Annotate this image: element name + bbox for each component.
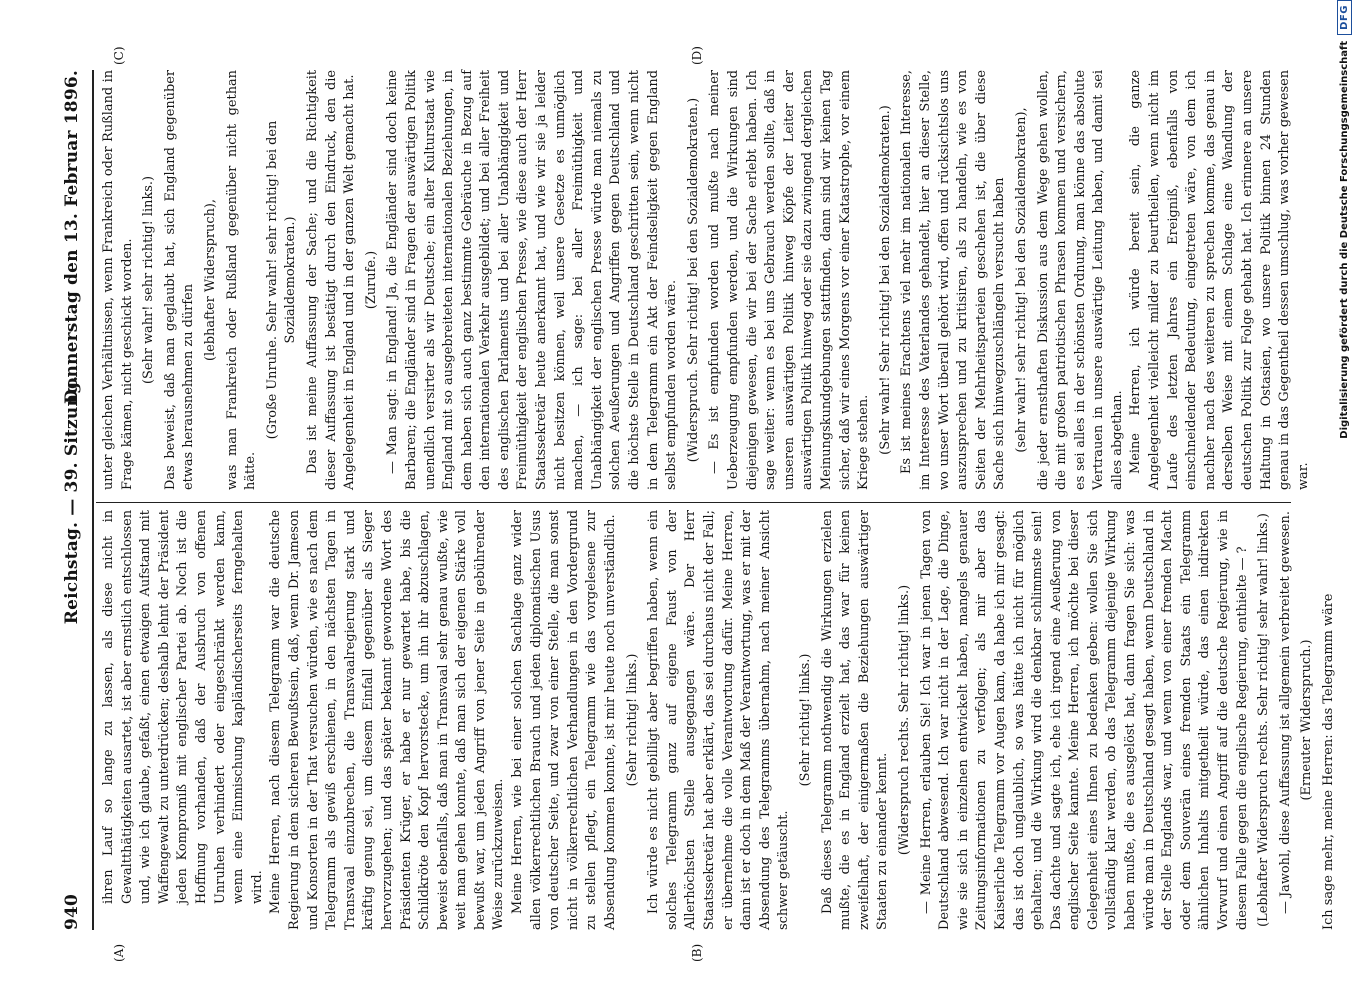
paragraph: Daß dieses Telegramm nothwendig die Wirkungen erzielen mußte, die es in England erzielt hat, das war für keinen zweifelhaft, der einigermaßen die Beziehungen auswärtiger Staaten zu einander kennt. xyxy=(819,510,891,930)
paragraph: ihren Lauf so lange zu lassen, als diese nicht in Gewaltthätigkeiten ausartet, ist aber ernstlich entschlossen und, wie ich glaube, gefaßt, einen etwaigen Aufstand mit Waffengewalt zu unterdrücken; deshalb lehnt der Präsident jeden Kompromiß mit englischer Partei ab. Noch ist die Hoffnung vorhanden, daß der Ausbruch von offenen Unruhen verhindert oder eingeschränkt werden kann, wenn eine Einmischung kapländischerseits ferngehalten wird. xyxy=(101,510,265,904)
paragraph: unter gleichen Verhältnissen, wenn Frankreich oder Rußland in Frage kämen, nicht geschickt worden. xyxy=(101,70,135,490)
paragraph: Meine Herren, ich würde bereit sein, die ganze Angelegenheit vielleicht milder zu beurtheilen, wenn nicht im Laufe des letzten Jahres ein Ereigniß, ebenfalls von einschneidender Bedeutung, eingetreten wäre, von dem ich nachher nach des weiteren zu sprechen komme, das genau in derselben Weise mit einem Schlage eine Wandlung der deutschen Politik zur Folge gehabt hat. Ich erinnere an unsere Haltung in Ostasien, wo unsere Politik binnen 24 Stunden genau in das Gegentheil dessen umschlug, was vorher gewesen war. xyxy=(1128,70,1311,490)
margin-mark-b: (B) xyxy=(690,943,704,962)
interjection: (Widerspruch. Sehr richtig! bei den Sozialdemokraten.) xyxy=(685,97,701,463)
digitization-footer xyxy=(1337,0,1351,990)
paragraph: was man Frankreich oder Rußland gegenüber nicht gethan hätte. xyxy=(224,70,259,490)
paragraph: Meine Herren, nach diesem Telegramm war die deutsche Regierung in dem sicheren Bewußtsein, daß, wenn Dr. Jameson und Konsorten in der That versuchen würden, wie es nach dem Telegramm als gewiß erschienen, in den nächsten Tagen in Transvaal einzubrechen, die Transvaalregierung stark und kräftig genug sei, um diesem Einfall gegenüber als Sieger hervorzugehen; und das später bekannt gewordene Wort des Präsidenten Krüger, er habe er nur gewartet habe, bis die Schildkröte den Kopf hervorstecke, um ihn ihr abzuschlagen, beweist ebenfalls, daß man in Transvaal sehr genau wußte, wie weit man gehen konnte, daß man sich der eigenen Stärke voll bewußt war, um jeden Angriff von jener Seite in gebührender Weise zurückzuweisen. xyxy=(268,510,507,930)
interjection: (sehr wahr! sehr richtig! bei den Sozialdemokraten), xyxy=(1013,107,1029,453)
interjection: (Erneuter Widerspruch.) xyxy=(1299,639,1315,801)
paragraph: Meine Herren, wie bei einer solchen Sachlage ganz wider allen völkerrechtlichen Brauch und jeden diplomatischen Usus von deutscher Seite, und zwar von einer Stelle, die man sonst nicht in völkerrechtlichen Verhandlungen in den Vordergrund zu stellen pflegt, ein Telegramm wie das vorgelesene zur Absendung kommen konnte, ist mir heute noch unverständlich. xyxy=(510,510,619,930)
paragraph: Ich sage mehr, meine Herren: das Telegramm wäre xyxy=(1321,593,1336,930)
right-column xyxy=(100,70,1311,490)
margin-mark-d: (D) xyxy=(690,46,704,65)
paragraph: Ich würde es nicht gebilligt aber begriffen haben, wenn ein solches Telegramm ganz auf eigene Faust von der Allerhöchsten Stelle ausgegangen wäre. Der Herr Staatssekretär hat aber erklärt, das sei durchaus nicht der Fall; er übernehme die volle Verantwortung dafür. Meine Herren, dann ist er doch in dem Maß der Verantwortung, was er mit der Absendung des Telegramms übernahm, nach meiner Ansicht schwer getäuscht. xyxy=(646,510,792,930)
digitization-text: Digitalisierung gefördert durch die Deutsche Forschungsgemeinschaft xyxy=(1339,40,1350,439)
interjection: (lebhafter Widerspruch), xyxy=(202,198,218,362)
interjection: (Widerspruch rechts. Sehr richtig! links.) xyxy=(896,584,912,856)
interjection: (Sehr richtig! links.) xyxy=(624,653,640,787)
paragraph: — Meine Herren, erlauben Sie! Ich war in jenen Tagen von Deutschland abwesend. Ich war nicht in der Lage, die Dinge, wie sie sich in einzelnen entwickelt haben, mangels genauer Zeitungsinformationen zu verfolgen; als mir aber das Kaiserliche Telegramm vor Augen kam, da habe ich mir gesagt: das ist doch unglaublich, so was hätte ich nicht für möglich gehalten; und die Wirkung wird die denkbar schlimmste sein! Das dachte und sagte ich, ehe ich irgend eine Aeußerung von englischer Seite kannte. Meine Herren, ich möchte bei dieser Gelegenheit eines Ihnen zu bedenken geben: wollen Sie sich vollständig klar werden, ob das Telegramm diejenige Wirkung haben mußte, die es ausgelöst hat, dann fragen Sie sich: was würde man in Deutschland gesagt haben, wenn Deutschland in der Stelle Englands war, und wenn von einer fremden Macht oder dem Souverän eines fremden Staats ein Telegramm ähnlichen Inhalts mitgetheilt würde, das einen indirekten Vorwurf und einen Angriff auf die deutsche Regierung, wie in diesem Falle gegen die englische Regierung, enthielte — ? xyxy=(918,510,1250,930)
paragraph: die jeder ernsthaften Diskussion aus dem Wege gehen wollen, die mit großen patriotischen Phrasen kommen und versichern, es sei alles in der schönsten Ordnung, man könne das absolute Vertrauen in unsere auswärtige Leitung haben, und damit sei alles abgethan. xyxy=(1035,70,1125,490)
page-number: 940 xyxy=(62,893,82,930)
interjection: (Große Unruhe. Sehr wahr! sehr richtig! bei den Sozialdemokraten.) xyxy=(264,120,299,440)
paragraph: Das beweist, daß man geglaubt hat, sich England gegenüber etwas herausnehmen zu dürfen xyxy=(162,70,197,490)
page-header xyxy=(60,70,92,930)
interjection: (Lebhafter Widerspruch rechts. Sehr richtig! sehr wahr! links.) xyxy=(1256,513,1272,927)
header-rule xyxy=(92,70,94,930)
margin-mark-c: (C) xyxy=(112,46,126,65)
paragraph: — Jawohl, diese Auffassung ist allgemein verbreitet gewesen. xyxy=(1277,511,1293,914)
interjection: (Sehr wahr! sehr richtig! links.) xyxy=(141,175,157,385)
session-title: Reichstag. — 39. Sitzung. xyxy=(62,375,82,625)
margin-mark-a: (A) xyxy=(112,943,126,962)
session-date: Donnerstag den 13. Februar 1896. xyxy=(62,70,82,404)
left-column xyxy=(100,510,1336,930)
paragraph: — Man sagt: in England! Ja, die Engländer sind doch keine Barbaren; die Engländer sind in Fragen der auswärtigen Politik unendlich versirter als wir Deutsche; ein alter Kulturstaat wie England mit so ausgebreiteten internationalen Beziehungen, in dem haben sich auch ganz bestimmte Gebräuche in Bezug auf den internationalen Verkehr ausgebildet; und bei aller Freiheit des englischen Parlaments und bei aller Unabhängigkeit und Freimüthigkeit der englischen Presse, wie diese auch der Herr Staatssekretär heute anerkannt hat, und wie wir sie ja leider nicht besitzen können, weil unsere Gesetze es unmöglich machen, — ich sage: bei aller Freimüthigkeit und Unabhängigkeit der englischen Presse würde man niemals zu solchen Aeußerungen und Angriffen gegen Deutschland und die höchste Stelle in Deutschland geschritten sein, wenn nicht in dem Telegramm ein Akt der Feindseligkeit gegen England selbst empfunden worden wäre. xyxy=(385,70,680,490)
dfg-logo: DFG xyxy=(1337,0,1352,35)
column-divider xyxy=(96,502,1291,503)
interjection: (Sehr richtig! links.) xyxy=(797,653,813,787)
interjection: (Sehr wahr! Sehr richtig! bei den Sozialdemokraten.) xyxy=(877,105,893,455)
paragraph: — Es ist empfunden worden und mußte nach meiner Ueberzeugung empfunden werden, und die Wirkungen sind diejenigen gewesen, die wir bei der Sache erlebt haben. Ich sage weiter: wenn es bei uns Gebrauch werden sollte, daß in unseren auswärtigen Politik hinweg Köpfe der Leiter der auswärtigen Politik hinweg oder sie dazu zwingend dergleichen Meinungskundgebungen stattfinden, dann sind wir keinen Tag sicher, daß wir eines Morgens vor einer Katastrophe, vor einem Kriege stehen. xyxy=(707,70,872,490)
paragraph: Das ist meine Auffassung der Sache; und die Richtigkeit dieser Auffassung ist bestätigt durch den Eindruck, den die Angelegenheit in England und in der ganzen Welt gemacht hat. xyxy=(304,70,358,490)
interjection: (Zurufe.) xyxy=(363,250,379,310)
paragraph: Es ist meines Erachtens viel mehr im nationalen Interesse, im Interesse des Vaterlandes gehandelt, hier an dieser Stelle, wo unser Wort überall gehört wird, offen und rücksichtslos uns auszusprechen und zu kritisiren, als zu handeln, wie es von Seiten der Mehrheitsparteien geschehen ist, die über diese Sache sich hinwegzuschlängeln versucht haben xyxy=(899,70,1008,490)
